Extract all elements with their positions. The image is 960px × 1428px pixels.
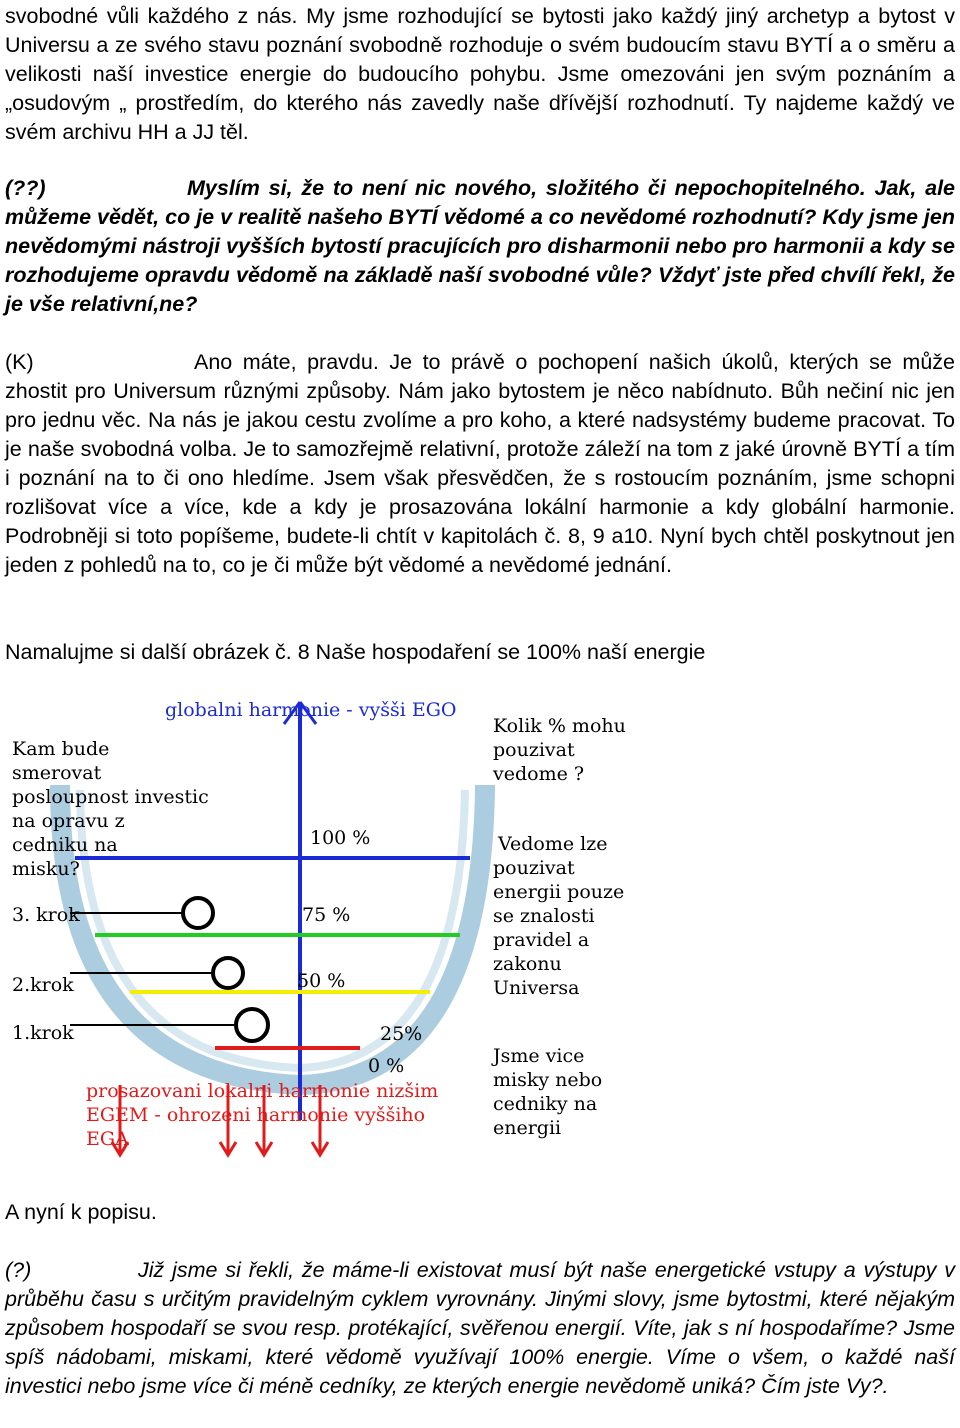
step-2-circle [213, 958, 243, 988]
step-1-circle [236, 1009, 268, 1041]
level-label-0: 0 % [368, 1055, 405, 1077]
level-label-25: 25% [380, 1023, 423, 1045]
question-1 [5, 174, 955, 319]
left-note: Kam bude smerovat posloupnost investic na opravu z cedniku na misku? [12, 738, 209, 880]
paragraph-freewill [5, 2, 955, 147]
after-figure-line [5, 1198, 955, 1227]
caption-text: Namalujme si další obrázek č. 8 Naše hospodaření se 100% naší energie [5, 640, 706, 664]
step-2-label: 2.krok [12, 974, 74, 996]
paragraph-text: svobodné vůli každého z nás. My jsme rozhodující se bytosti jako každý jiný archetyp a bytost v Universu a ze svého stavu poznání svobodně rozhoduje o svém budoucím stavu BYTÍ a o směru a velikosti naší investice energie do budoucího pohybu. Jsme omezováni jen svým poznáním a „osudovým „ prostředím, do kterého nás zavedly naše dřívější rozhodnutí. Ty najdeme každý ve svém archivu HH a JJ těl. [5, 4, 955, 144]
question-2-marker: (?) [5, 1258, 32, 1282]
right-note-1: Kolik % mohu pouzivat vedome ? [493, 715, 626, 785]
question-2 [5, 1256, 955, 1401]
right-note-2: Vedome lze pouzivat energii pouze se znalosti pravidel a zakonu Universa [493, 833, 625, 999]
top-label: globalni harmonie - vyšši EGO [165, 699, 457, 721]
answer-marker: (K) [5, 350, 34, 374]
level-label-75: 75 % [302, 904, 351, 926]
answer-text: Ano máte, pravdu. Je to právě o pochopení našich úkolů, kterých se může zhostit pro Universum různými způsoby. Nám jako bytostem je něco nabídnuto. Bůh nečiní nic jen pro jednu věc. Na nás je jakou cestu zvolíme a pro koho, a které nadsystémy budeme pracovat. To je naše svobodná volba. Je to samozřejmě relativní, protože záleží na tom z jaké úrovně BYTÍ a tím i poznání na to či ono hledíme. Jsem však přesvědčen, že s rostoucím poznáním, jsme schopni rozlišovat více a více, kde a kdy je prosazována lokální harmonie a kdy globální harmonie. Podrobněji si toto popíšeme, budete-li chtít v kapitolách č. 8, 9 a10. Nyní bych chtěl poskytnout jen jeden z pohledů na to, co je či může být vědomé a nevědomé jednání. [5, 350, 955, 577]
step-3-label: 3. krok [12, 904, 80, 926]
level-label-100: 100 % [310, 827, 371, 849]
question-text: Myslím si, že to není nic nového, složitého či nepochopitelného. Jak, ale můžeme vědět, co je v realitě našeho BYTÍ vědomé a co nevědomé rozhodnutí? Kdy jsme jen nevědomými nástroji vyšších bytostí pracujících pro disharmonii nebo pro harmonii a kdy se rozhodujeme opravdu vědomě na základě naší svobodné vůle? Vždyť jste před chvílí řekl, že je vše relativní,ne? [5, 176, 955, 316]
question-2-text: Již jsme si řekli, že máme-li existovat musí být naše energetické vstupy a výstupy v průběhu času s určitým pravidelným cyklem vyrovnány. Jinými slovy, jsme bytostmi, které nějakým způsobem hospodaří se svou resp. protékající, svěřenou energií. Víte, jak s ní hospodaříme? Jsme spíš nádobami, miskami, které vědomě využívají 100% energie. Víme o všem, o každé naší investici nebo jsme více či méně cedníky, ze kterých energie nevědomě uniká? Čím jste Vy?. [5, 1258, 955, 1398]
after-figure-text: A nyní k popisu. [5, 1200, 157, 1224]
question-marker: (??) [5, 176, 46, 200]
step-3-circle [183, 898, 213, 928]
energy-bowl-figure [0, 690, 960, 1190]
right-note-3: Jsme vice misky nebo cedniky na energii [493, 1045, 603, 1139]
figure-caption [5, 638, 955, 667]
level-label-50: 50 % [297, 970, 346, 992]
step-1-label: 1.krok [12, 1022, 74, 1044]
answer-1 [5, 348, 955, 580]
bottom-note: prosazovani lokalni harmonie nizšim EGEM - ohrozeni harmonie vyššiho EGA [86, 1080, 439, 1150]
